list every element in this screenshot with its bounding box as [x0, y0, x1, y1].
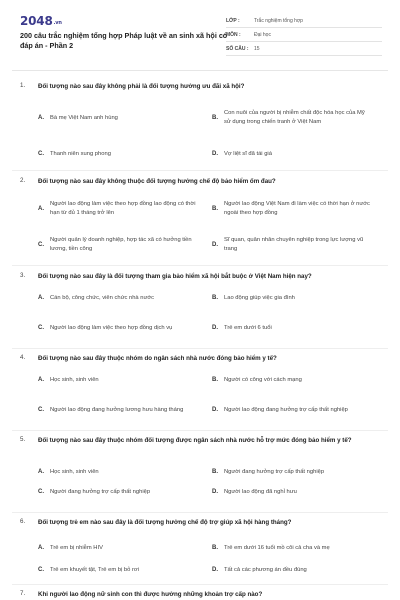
- option-letter: A.: [38, 545, 44, 551]
- question-number: 5.: [20, 436, 26, 443]
- option-text: Trẻ em bị nhiễm HIV: [50, 544, 103, 551]
- option-letter: D.: [212, 489, 218, 495]
- option-text: Học sinh, sinh viên: [50, 468, 99, 475]
- option-d[interactable]: [212, 398, 384, 422]
- header-divider: [12, 70, 388, 71]
- option-text: Người lao động đã nghỉ hưu: [224, 488, 297, 495]
- option-letter: B.: [212, 206, 218, 212]
- question-text: Đối tượng nào sau đây thuộc nhóm do ngân sách nhà nước đóng bảo hiểm y tế?: [38, 355, 277, 362]
- option-letter: A.: [38, 377, 44, 383]
- option-letter: B.: [212, 115, 218, 121]
- option-letter: D.: [212, 567, 218, 573]
- logo-suffix: .vn: [53, 20, 62, 26]
- question-header: [20, 436, 384, 446]
- option-b[interactable]: [212, 374, 384, 386]
- option-letter: A.: [38, 115, 44, 121]
- question-number: 3.: [20, 272, 26, 279]
- option-letter: B.: [212, 469, 218, 475]
- question-number: 2.: [20, 177, 26, 184]
- option-c[interactable]: [38, 148, 208, 160]
- option-a[interactable]: [38, 104, 208, 132]
- question-divider: [12, 430, 388, 431]
- option-letter: C.: [38, 407, 44, 413]
- question-header: [20, 82, 384, 92]
- option-text: Người đang hưởng trợ cấp thất nghiệp: [50, 488, 151, 495]
- question-header: [20, 590, 384, 600]
- option-text: Lao động giúp việc gia đình: [224, 294, 295, 301]
- option-letter: A.: [38, 469, 44, 475]
- option-text: Bà mẹ Việt Nam anh hùng: [50, 114, 118, 121]
- question-7: [0, 590, 400, 600]
- option-text: Người đang hưởng trợ cấp thất nghiệp: [224, 468, 325, 475]
- option-d[interactable]: [212, 564, 384, 576]
- option-text: Con nuôi của người bị nhiễm chất độc hóa học của Mỹ sử dụng trong chiến tranh ở Việt Nam: [224, 110, 365, 125]
- meta-value: Đại học: [254, 31, 271, 38]
- option-b[interactable]: [212, 292, 384, 304]
- question-header: [20, 272, 384, 282]
- option-c[interactable]: [38, 564, 210, 576]
- question-number: 6.: [20, 518, 26, 525]
- page-title: 200 câu trắc nghiệm tổng hợp Pháp luật về an sinh xã hội có đáp án - Phần 2: [20, 31, 228, 50]
- option-letter: B.: [212, 295, 218, 301]
- question-text: Đối tượng nào sau đây thuộc nhóm đối tượng được ngân sách nhà nước hỗ trợ mức đóng bảo hiểm y tế?: [38, 437, 352, 444]
- option-letter: C.: [38, 325, 44, 331]
- question-divider: [12, 170, 388, 171]
- page-header: [0, 0, 400, 72]
- question-number: 4.: [20, 354, 26, 361]
- option-a[interactable]: [38, 374, 210, 386]
- meta-value: 15: [254, 45, 260, 52]
- option-c[interactable]: [38, 486, 210, 498]
- option-text: Người lao động Việt Nam đi làm việc có thời hạn ở nước ngoài theo hợp đồng: [224, 201, 370, 216]
- option-text: Người lao động đang hưởng trợ cấp thất nghiệp: [224, 406, 348, 413]
- question-text: Đối tượng trẻ em nào sau đây là đối tượng hưởng chế độ trợ giúp xã hội hàng tháng?: [38, 519, 292, 526]
- option-text: Học sinh, sinh viên: [50, 376, 99, 383]
- question-header: [20, 177, 384, 187]
- option-letter: D.: [212, 151, 218, 157]
- option-text: Người lao động đang hưởng lương hưu hàng tháng: [50, 406, 184, 413]
- site-logo[interactable]: [20, 14, 62, 28]
- option-text: Trẻ em dưới 6 tuổi: [224, 324, 272, 331]
- option-letter: C.: [38, 151, 44, 157]
- option-text: Trẻ em dưới 16 tuổi mồ côi cả cha và mẹ: [224, 544, 330, 551]
- question-divider: [12, 265, 388, 266]
- option-b[interactable]: [212, 542, 388, 554]
- question-text: Đối tượng nào sau đây không thuộc đối tượng hưởng chế độ bảo hiểm ốm đau?: [38, 178, 276, 185]
- option-b[interactable]: [212, 100, 382, 136]
- option-letter: C.: [38, 567, 44, 573]
- meta-key: LỚP :: [226, 17, 240, 24]
- option-d[interactable]: [212, 486, 384, 498]
- question-number: 7.: [20, 590, 26, 597]
- question-text: Đối tượng nào sau đây không phải là đối tượng hưởng ưu đãi xã hội?: [38, 83, 245, 90]
- question-divider: [12, 512, 388, 513]
- option-b[interactable]: [212, 466, 384, 478]
- option-text: Người quản lý doanh nghiệp, hợp tác xã có hưởng tiền lương, tiền công: [50, 237, 192, 252]
- option-letter: B.: [212, 545, 218, 551]
- meta-key: SỐ CÂU :: [226, 45, 249, 52]
- meta-key: MÔN :: [226, 31, 241, 38]
- option-text: Người lao động làm việc theo hợp đồng dịch vụ: [50, 324, 173, 331]
- option-letter: A.: [38, 206, 44, 212]
- option-d[interactable]: [212, 233, 384, 257]
- option-letter: D.: [212, 325, 218, 331]
- option-letter: C.: [38, 489, 44, 495]
- meta-subject: [226, 28, 382, 42]
- option-c[interactable]: [38, 398, 210, 422]
- option-c[interactable]: [38, 316, 210, 340]
- option-d[interactable]: [212, 148, 382, 160]
- option-letter: D.: [212, 242, 218, 248]
- meta-class: [226, 14, 382, 28]
- option-d[interactable]: [212, 322, 384, 334]
- option-b[interactable]: [212, 197, 384, 221]
- option-a[interactable]: [38, 466, 210, 478]
- question-divider: [12, 584, 388, 585]
- option-text: Thanh niên xung phong: [50, 150, 111, 157]
- option-text: Người có công với cách mạng: [224, 376, 302, 383]
- option-a[interactable]: [38, 542, 210, 554]
- option-text: Tất cả các phương án đều đúng: [224, 566, 307, 573]
- option-text: Trẻ em khuyết tật, Trẻ em bị bỏ rơi: [50, 566, 139, 573]
- option-letter: C.: [38, 242, 44, 248]
- option-a[interactable]: [38, 197, 210, 221]
- option-text: Vợ liệt sĩ đã tái giá: [224, 150, 272, 157]
- question-text: Khi người lao động nữ sinh con thì được hưởng những khoản trợ cấp nào?: [38, 591, 263, 598]
- question-number: 1.: [20, 82, 26, 89]
- option-c[interactable]: [38, 233, 210, 257]
- option-text: Sĩ quan, quân nhân chuyên nghiệp trong lực lượng vũ trang: [224, 237, 364, 252]
- question-header: [20, 354, 384, 364]
- meta-value: Trắc nghiệm tổng hợp: [254, 17, 303, 24]
- option-text: Cán bộ, công chức, viên chức nhà nước: [50, 294, 155, 301]
- option-a[interactable]: [38, 292, 210, 304]
- option-letter: A.: [38, 295, 44, 301]
- option-letter: B.: [212, 377, 218, 383]
- question-header: [20, 518, 384, 528]
- option-letter: D.: [212, 407, 218, 413]
- meta-question-count: [226, 42, 382, 56]
- question-text: Đối tượng nào sau đây là đối tượng tham gia bảo hiểm xã hội bắt buộc ở Việt Nam hiện nay?: [38, 273, 312, 280]
- logo-text: 2048: [20, 14, 53, 28]
- meta-info: [226, 14, 382, 56]
- question-divider: [12, 348, 388, 349]
- option-text: Người lao động làm việc theo hợp đồng lao động có thời hạn từ đủ 1 tháng trở lên: [50, 201, 196, 216]
